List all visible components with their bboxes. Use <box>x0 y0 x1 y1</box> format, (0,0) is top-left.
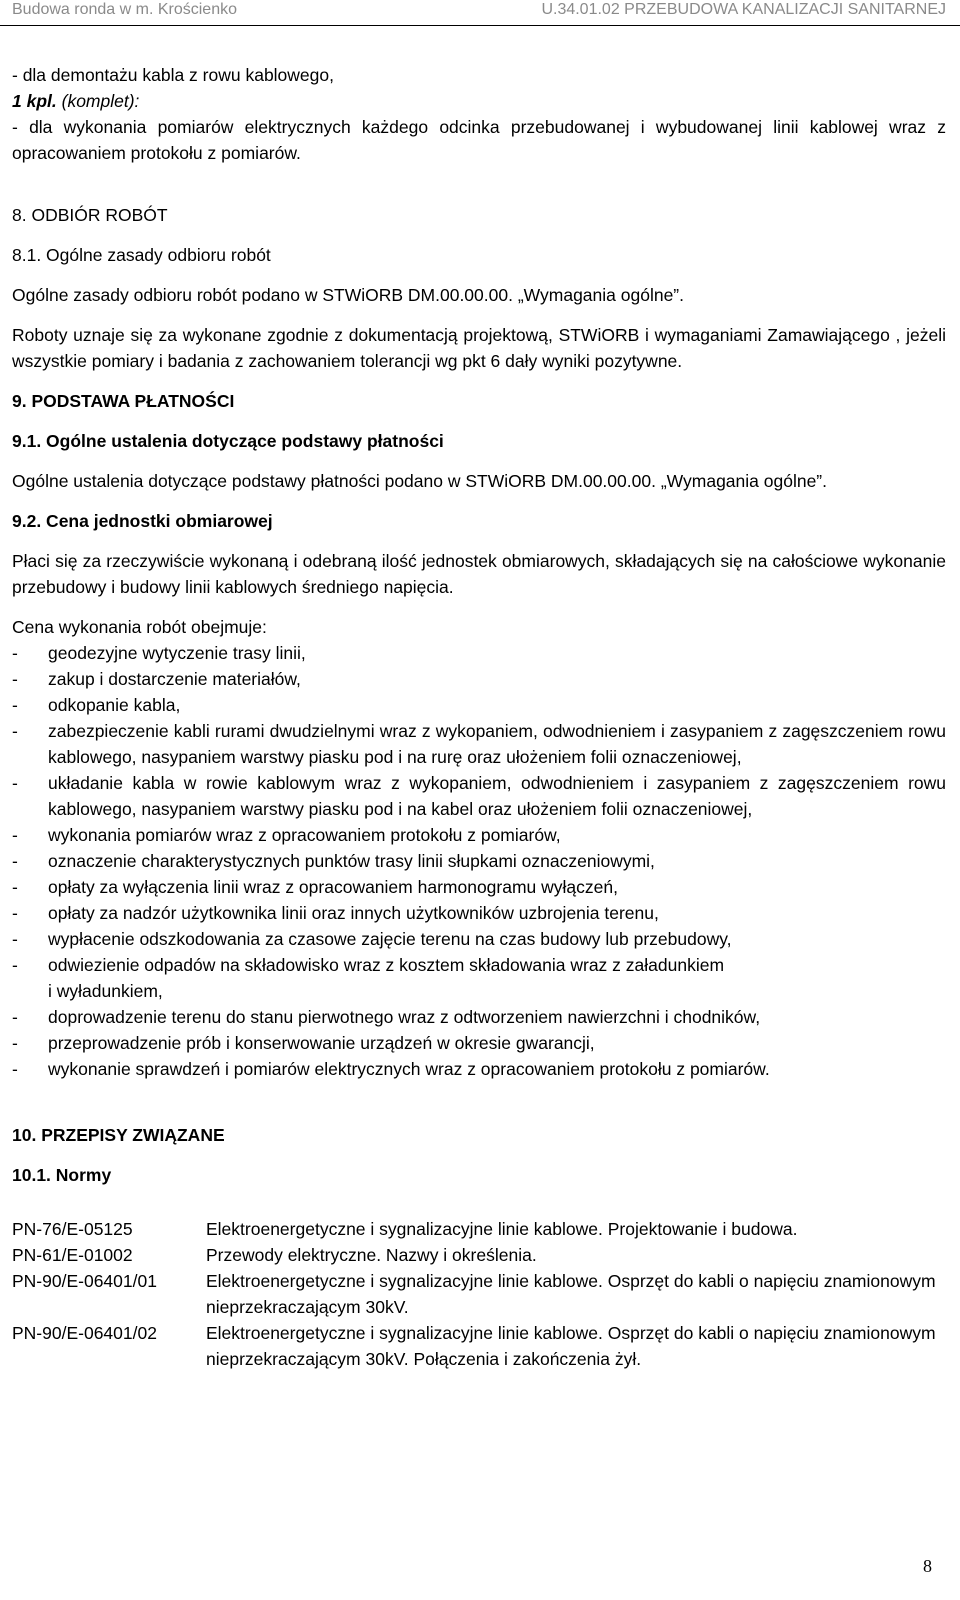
norm-row <box>12 1216 946 1242</box>
norm-row <box>12 1242 946 1268</box>
norms-table <box>12 1216 946 1372</box>
norm-code: PN-90/E-06401/01 <box>12 1271 157 1291</box>
list-item: - zakup i dostarczenie materiałów, <box>12 669 301 689</box>
norm-description: Przewody elektryczne. Nazwy i określenia. <box>206 1245 537 1265</box>
header-rule <box>0 25 960 26</box>
norm-code: PN-61/E-01002 <box>12 1245 133 1265</box>
cost-list <box>12 640 946 1082</box>
list-item: - odkopanie kabla, <box>12 695 181 715</box>
norm-description: Elektroenergetyczne i sygnalizacyjne linie kablowe. Osprzęt do kabli o napięciu znamionowym nieprzekraczającym 30kV. Połączenia i zakończenia żył. <box>206 1323 936 1369</box>
norm-description: Elektroenergetyczne i sygnalizacyjne linie kablowe. Projektowanie i budowa. <box>206 1219 798 1239</box>
section-10-1-heading: 10.1. Normy <box>12 1165 112 1185</box>
intro-line-2 <box>12 88 946 114</box>
list-item: - geodezyjne wytyczenie trasy linii, <box>12 643 306 663</box>
intro-line-3: - dla wykonania pomiarów elektrycznych każdego odcinka przebudowanej i wybudowanej linii kablowej wraz z opracowaniem protokołu z pomiarów. <box>12 117 946 163</box>
norm-row <box>12 1320 946 1372</box>
list-item: - opłaty za nadzór użytkownika linii oraz innych użytkowników uzbrojenia terenu, <box>12 903 659 923</box>
list-item: - zabezpieczenie kabli rurami dwudzielnymi wraz z wykopaniem, odwodnieniem i zasypaniem z zagęszczeniem rowu kablowego, nasypaniem warstwy piasku pod i na rurę oraz ułożeniem folii oznaczeniowej, <box>12 721 946 767</box>
section-9-heading: 9. PODSTAWA PŁATNOŚCI <box>12 391 235 411</box>
page-number: 8 <box>923 1556 932 1576</box>
list-item: - wykonania pomiarów wraz z opracowaniem protokołu z pomiarów, <box>12 825 561 845</box>
list-item: - wypłacenie odszkodowania za czasowe zajęcie terenu na czas budowy lub przebudowy, <box>12 929 732 949</box>
intro-line-1: - dla demontażu kabla z rowu kablowego, <box>12 65 334 85</box>
list-item: - układanie kabla w rowie kablowym wraz z wykopaniem, odwodnieniem i zasypaniem z zagęszczeniem rowu kablowego, nasypaniem warstwy piasku pod i na kabel oraz ułożeniem folii oznaczeniowej, <box>12 773 946 819</box>
cost-list-intro: Cena wykonania robót obejmuje: <box>12 617 267 637</box>
list-item: - opłaty za wyłączenia linii wraz z opracowaniem harmonogramu wyłączeń, <box>12 877 618 897</box>
unit-bold: 1 kpl. <box>12 91 57 111</box>
section-9-2-heading: 9.2. Cena jednostki obmiarowej <box>12 511 273 531</box>
document-body <box>12 62 946 1372</box>
norm-row <box>12 1268 946 1320</box>
section-10-heading: 10. PRZEPISY ZWIĄZANE <box>12 1125 225 1145</box>
header-project-title: Budowa ronda w m. Krościenko <box>12 1 237 18</box>
list-item: - doprowadzenie terenu do stanu pierwotnego wraz z odtworzeniem nawierzchni i chodników, <box>12 1007 761 1027</box>
section-9-1-paragraph: Ogólne ustalenia dotyczące podstawy płatności podano w STWiORB DM.00.00.00. „Wymagania ogólne”. <box>12 471 827 491</box>
norm-description: Elektroenergetyczne i sygnalizacyjne linie kablowe. Osprzęt do kabli o napięciu znamionowym nieprzekraczającym 30kV. <box>206 1271 936 1317</box>
section-9-2-paragraph: Płaci się za rzeczywiście wykonaną i odebraną ilość jednostek obmiarowych, składających się na całościowe wykonanie przebudowy i budowy linii kablowych średniego napięcia. <box>12 551 946 597</box>
section-8-1-heading: 8.1. Ogólne zasady odbioru robót <box>12 245 271 265</box>
section-8-heading: 8. ODBIÓR ROBÓT <box>12 205 168 225</box>
section-8-acceptance-paragraph: Roboty uznaje się za wykonane zgodnie z dokumentacją projektową, STWiORB i wymaganiami Zamawiającego , jeżeli wszystkie pomiary i badania z zachowaniem tolerancji wg pkt 6 dały wyniki pozytywne. <box>12 325 946 371</box>
page-header <box>0 0 960 24</box>
norm-code: PN-76/E-05125 <box>12 1219 133 1239</box>
unit-italic: (komplet): <box>56 91 140 111</box>
list-item: - odwiezienie odpadów na składowisko wraz z kosztem składowania wraz z załadunkiem i wyładunkiem, <box>12 955 725 1001</box>
list-item: - wykonanie sprawdzeń i pomiarów elektrycznych wraz z opracowaniem protokołu z pomiarów. <box>12 1059 770 1079</box>
list-item-continuation: i wyładunkiem, <box>48 981 163 1001</box>
list-item: - przeprowadzenie prób i konserwowanie urządzeń w okresie gwarancji, <box>12 1033 595 1053</box>
norm-code: PN-90/E-06401/02 <box>12 1323 157 1343</box>
list-item: - oznaczenie charakterystycznych punktów trasy linii słupkami oznaczeniowymi, <box>12 851 655 871</box>
section-9-1-heading: 9.1. Ogólne ustalenia dotyczące podstawy płatności <box>12 431 444 451</box>
section-8-1-paragraph: Ogólne zasady odbioru robót podano w STWiORB DM.00.00.00. „Wymagania ogólne”. <box>12 285 684 305</box>
header-spec-code: U.34.01.02 PRZEBUDOWA KANALIZACJI SANITARNEJ <box>541 1 946 18</box>
